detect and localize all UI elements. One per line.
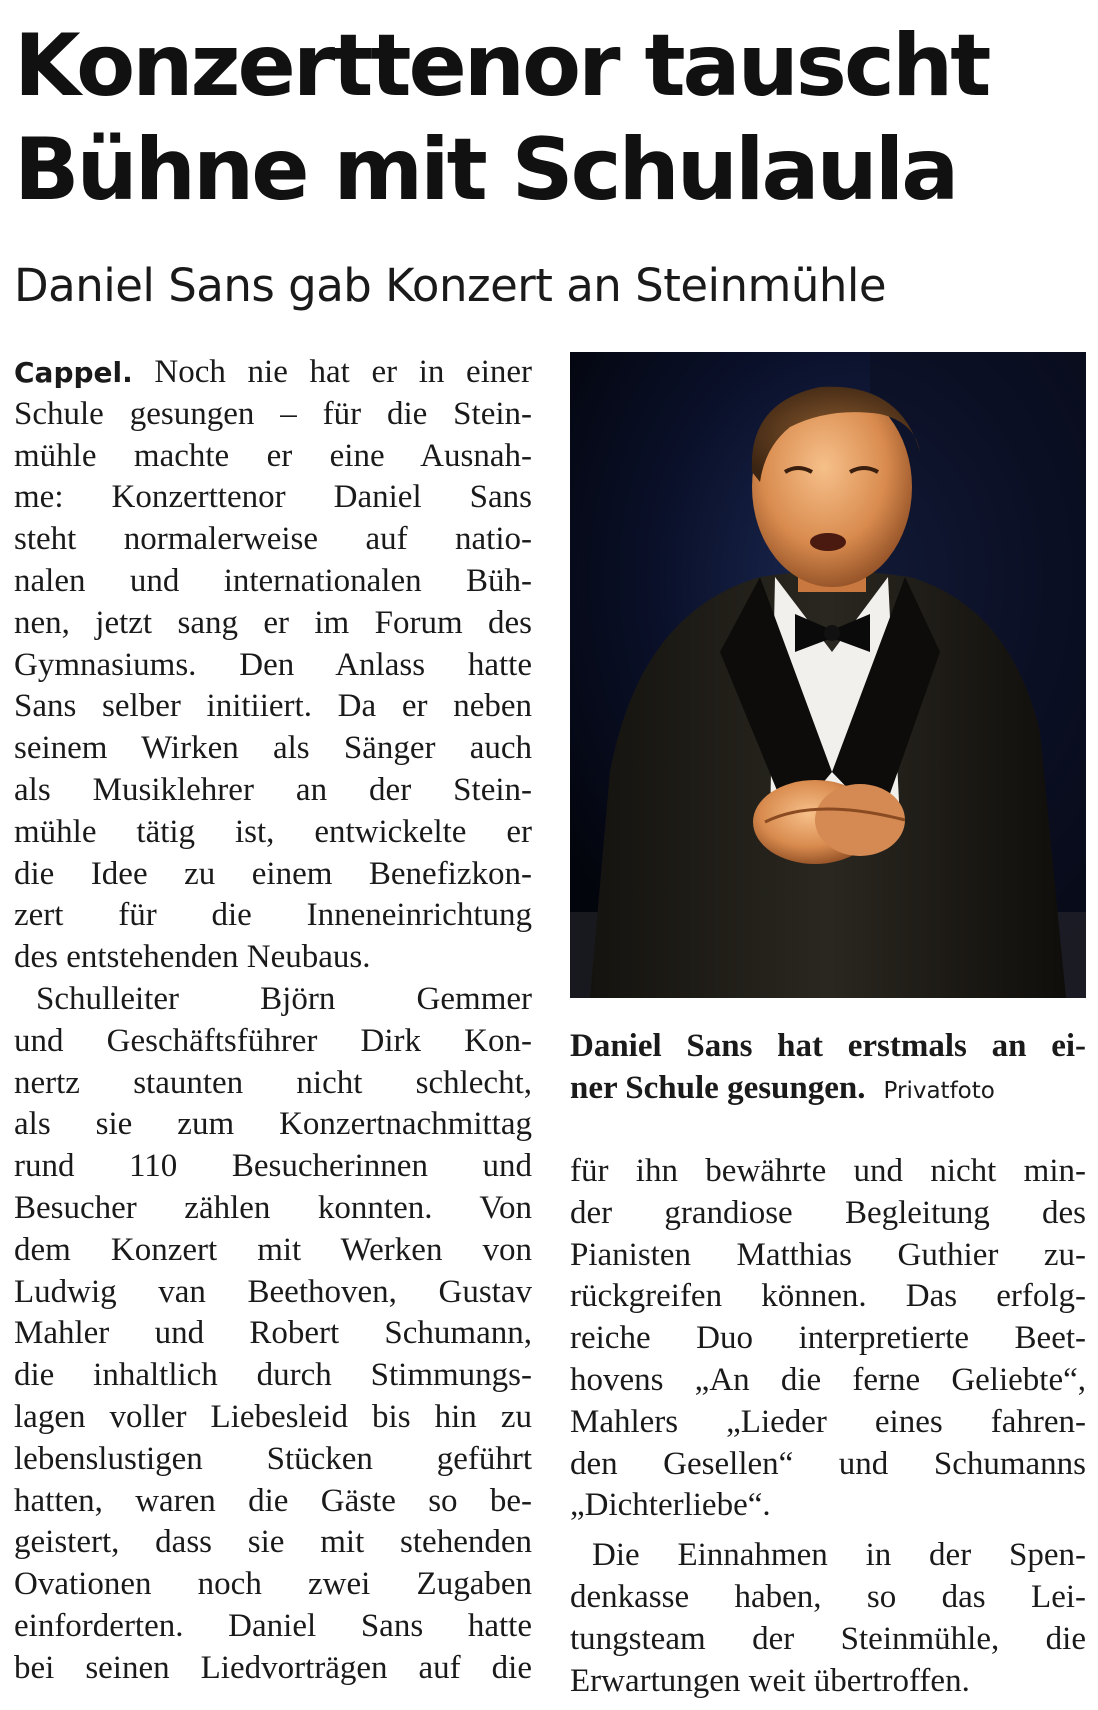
body-line: Schulleiter Björn Gemmer <box>36 980 532 1017</box>
article-photo <box>570 352 1086 998</box>
body-line: nen, jetzt sang er im Forum des <box>14 604 532 641</box>
caption-line-2 <box>570 1068 1086 1110</box>
body-line: „Dichterliebe“. <box>570 1487 771 1524</box>
body-line: zert für die Inneneinrichtung <box>14 897 532 934</box>
body-line: dem Konzert mit Werken von <box>14 1231 532 1268</box>
body-line: Sans selber initiiert. Da er neben <box>14 688 532 725</box>
headline <box>14 14 1084 222</box>
headline-line-1: Konzerttenor tauscht <box>14 16 989 116</box>
body-line: Die Einnahmen in der Spen- <box>592 1537 1086 1574</box>
article-column-left <box>14 352 532 1690</box>
body-line: lebenslustigen Stücken geführt <box>14 1440 532 1477</box>
body-line: tungsteam der Steinmühle, die <box>570 1620 1086 1657</box>
article-column-right <box>570 1151 1086 1702</box>
body-line: des entstehenden Neubaus. <box>14 939 371 976</box>
body-line: Schule gesungen – für die Stein- <box>14 395 532 432</box>
headline-line-2: Bühne mit Schulaula <box>14 120 957 220</box>
body-line: einforderten. Daniel Sans hatte <box>14 1607 532 1644</box>
body-line: Ovationen noch zwei Zugaben <box>14 1566 532 1603</box>
body-line: der grandiose Begleitung des <box>570 1194 1086 1231</box>
body-line: Besucher zählen konnten. Von <box>14 1189 532 1226</box>
singer-photo-illustration <box>570 352 1086 998</box>
body-line: reiche Duo interpretierte Beet- <box>570 1320 1086 1357</box>
caption-line-2-text: ner Schule gesungen. <box>570 1069 866 1106</box>
body-line: für ihn bewährte und nicht min- <box>570 1153 1086 1189</box>
subheadline: Daniel Sans gab Konzert an Steinmühle <box>14 259 887 312</box>
body-line: mühle tätig ist, entwickelte er <box>14 813 532 850</box>
body-line: me: Konzerttenor Daniel Sans <box>14 479 532 516</box>
body-line: mühle machte er eine Ausnah- <box>14 437 532 474</box>
body-line: als sie zum Konzertnachmittag <box>14 1106 532 1143</box>
body-line: Erwartungen weit übertroffen. <box>570 1662 970 1699</box>
body-line: geistert, dass sie mit stehenden <box>14 1524 532 1561</box>
body-line: denkasse haben, so das Lei- <box>570 1578 1086 1615</box>
body-line-text: Noch nie hat er in einer <box>154 354 532 390</box>
body-line: Mahlers „Lieder eines fahren- <box>570 1403 1086 1440</box>
body-line: die inhaltlich durch Stimmungs- <box>14 1357 532 1394</box>
body-line: Mahler und Robert Schumann, <box>14 1315 532 1352</box>
body-line: Pianisten Matthias Guthier zu- <box>570 1236 1086 1273</box>
body-line: steht normalerweise auf natio- <box>14 521 532 558</box>
body-line: Ludwig van Beethoven, Gustav <box>14 1273 532 1310</box>
body-line: den Gesellen“ und Schumanns <box>570 1445 1086 1482</box>
body-line: hovens „An die ferne Geliebte“, <box>570 1361 1086 1398</box>
photo-caption <box>570 1026 1086 1110</box>
body-line: und Geschäftsführer Dirk Kon- <box>14 1022 532 1059</box>
caption-line-1: Daniel Sans hat erstmals an ei- <box>570 1028 1086 1064</box>
body-line: nertz staunten nicht schlecht, <box>14 1064 532 1101</box>
body-line: die Idee zu einem Benefizkon- <box>14 855 532 892</box>
dateline: Cappel. <box>14 356 133 389</box>
body-line: lagen voller Liebesleid bis hin zu <box>14 1398 532 1435</box>
body-line: seinem Wirken als Sänger auch <box>14 730 532 767</box>
body-line: rückgreifen können. Das erfolg- <box>570 1278 1086 1315</box>
body-line: bei seinen Liedvorträgen auf die <box>14 1649 532 1686</box>
photo-credit: Privatfoto <box>883 1077 995 1104</box>
body-line: hatten, waren die Gäste so be- <box>14 1482 532 1519</box>
paragraph-gap <box>570 1527 1086 1535</box>
body-line <box>14 352 532 394</box>
body-line: rund 110 Besucherinnen und <box>14 1148 532 1185</box>
body-line: nalen und internationalen Büh- <box>14 562 532 599</box>
body-line: Gymnasiums. Den Anlass hatte <box>14 646 532 683</box>
body-line: als Musiklehrer an der Stein- <box>14 771 532 808</box>
